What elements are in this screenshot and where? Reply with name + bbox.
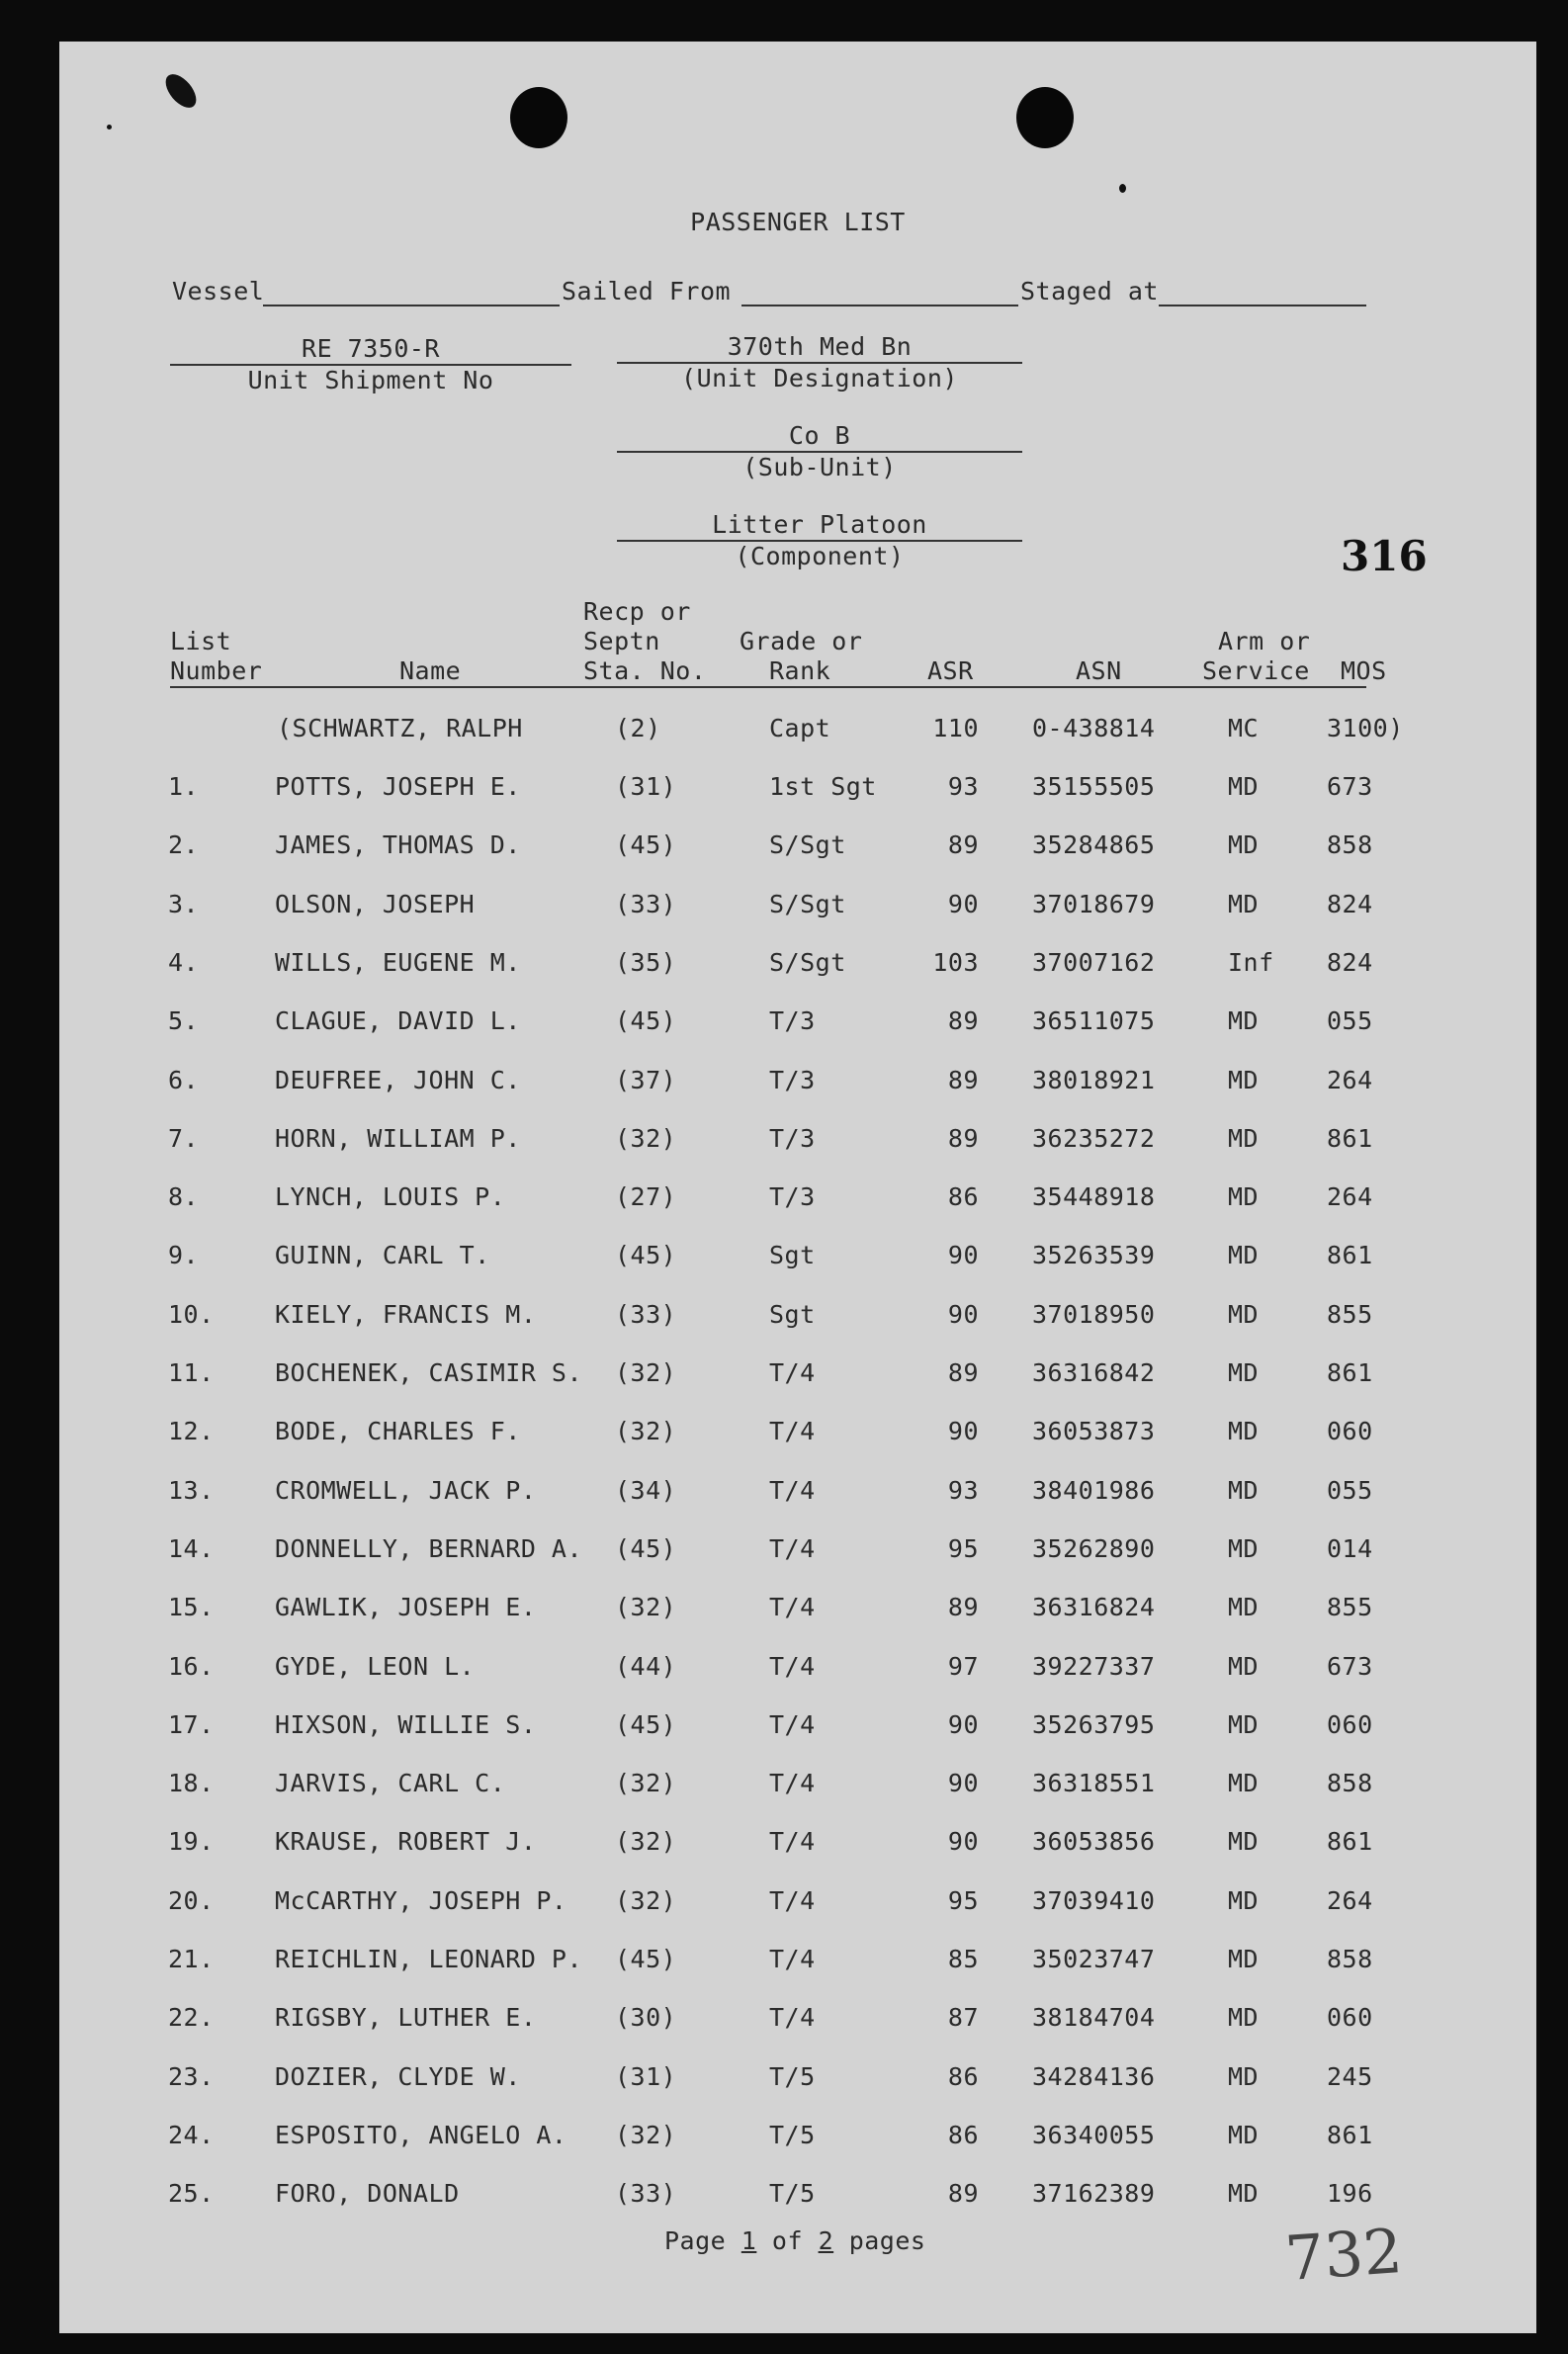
row-asn: 34284136 <box>1032 2062 1156 2091</box>
table-row <box>59 890 1536 929</box>
table-row <box>59 2003 1536 2043</box>
row-grade: T/3 <box>769 1066 816 1094</box>
row-grade: T/4 <box>769 1827 816 1856</box>
vessel-label: Vessel <box>172 277 265 305</box>
row-num: 1. <box>168 772 200 801</box>
row-arm: MD <box>1228 1241 1260 1269</box>
row-asn: 38184704 <box>1032 2003 1156 2032</box>
row-arm: MD <box>1228 1710 1260 1739</box>
row-sta: (33) <box>615 2179 677 2208</box>
row-grade: Capt <box>769 714 831 742</box>
col-asn: ASN <box>1076 656 1122 685</box>
table-row <box>59 1593 1536 1632</box>
row-grade: 1st Sgt <box>769 772 877 801</box>
col-recp-3: Sta. No. <box>583 656 707 685</box>
unit-designation-value: 370th Med Bn <box>727 332 913 361</box>
row-asn: 37007162 <box>1032 948 1156 977</box>
row-num: 15. <box>168 1593 215 1621</box>
row-sta: (32) <box>615 1358 677 1387</box>
row-grade: S/Sgt <box>769 890 846 918</box>
row-sta: (33) <box>615 1300 677 1329</box>
col-recp-2: Septn <box>583 627 660 655</box>
row-arm: MD <box>1228 1358 1260 1387</box>
row-num: 12. <box>168 1417 215 1445</box>
row-num: 7. <box>168 1124 200 1153</box>
row-name: DONNELLY, BERNARD A. <box>275 1534 583 1563</box>
row-asn: 39227337 <box>1032 1652 1156 1681</box>
row-grade: T/4 <box>769 1593 816 1621</box>
row-sta: (34) <box>615 1476 677 1505</box>
table-row <box>59 772 1536 812</box>
row-mos: 060 <box>1327 1710 1373 1739</box>
col-grade-1: Grade or <box>740 627 863 655</box>
row-num: 23. <box>168 2062 215 2091</box>
row-grade: T/5 <box>769 2121 816 2149</box>
row-asn: 36235272 <box>1032 1124 1156 1153</box>
row-grade: T/4 <box>769 1476 816 1505</box>
row-num: 4. <box>168 948 200 977</box>
row-num: 14. <box>168 1534 215 1563</box>
row-grade: T/3 <box>769 1006 816 1035</box>
row-asn: 36316824 <box>1032 1593 1156 1621</box>
row-arm: MD <box>1228 1769 1260 1797</box>
row-mos: 014 <box>1327 1534 1373 1563</box>
row-mos: 055 <box>1327 1006 1373 1035</box>
row-name: KRAUSE, ROBERT J. <box>275 1827 537 1856</box>
vessel-blank <box>263 305 560 306</box>
row-sta: (27) <box>615 1182 677 1211</box>
row-grade: T/5 <box>769 2062 816 2091</box>
sub-unit-label: (Sub-Unit) <box>742 453 897 481</box>
table-row <box>59 1006 1536 1046</box>
row-asr: 90 <box>947 1300 979 1329</box>
row-asn: 37039410 <box>1032 1886 1156 1915</box>
row-asr: 90 <box>947 1769 979 1797</box>
row-arm: MD <box>1228 830 1260 859</box>
row-num: 2. <box>168 830 200 859</box>
row-asn: 37162389 <box>1032 2179 1156 2208</box>
row-asn: 35448918 <box>1032 1182 1156 1211</box>
row-mos: 245 <box>1327 2062 1373 2091</box>
table-row <box>59 830 1536 870</box>
row-mos: 264 <box>1327 1066 1373 1094</box>
staged-at-blank <box>1159 305 1366 306</box>
row-asr: 90 <box>947 1417 979 1445</box>
table-row <box>59 1945 1536 1984</box>
row-num: 13. <box>168 1476 215 1505</box>
row-name: JARVIS, CARL C. <box>275 1769 506 1797</box>
row-sta: (33) <box>615 890 677 918</box>
ink-blot <box>160 69 203 114</box>
table-row <box>59 2179 1536 2219</box>
row-num: 9. <box>168 1241 200 1269</box>
row-sta: (32) <box>615 1769 677 1797</box>
row-asn: 36318551 <box>1032 1769 1156 1797</box>
row-asr: 93 <box>947 1476 979 1505</box>
table-row <box>59 1827 1536 1867</box>
row-sta: (32) <box>615 1886 677 1915</box>
row-name: (SCHWARTZ, RALPH <box>277 714 523 742</box>
row-sta: (45) <box>615 1006 677 1035</box>
row-arm: MD <box>1228 890 1260 918</box>
row-asn: 35263795 <box>1032 1710 1156 1739</box>
row-mos: 861 <box>1327 1241 1373 1269</box>
row-arm: MD <box>1228 2062 1260 2091</box>
table-row <box>59 1182 1536 1222</box>
row-name: LYNCH, LOUIS P. <box>275 1182 506 1211</box>
row-sta: (32) <box>615 1827 677 1856</box>
row-sta: (32) <box>615 1124 677 1153</box>
row-mos: 264 <box>1327 1182 1373 1211</box>
row-grade: T/4 <box>769 1652 816 1681</box>
row-grade: T/4 <box>769 1945 816 1973</box>
row-num: 19. <box>168 1827 215 1856</box>
row-asn: 38401986 <box>1032 1476 1156 1505</box>
page-total: 2 <box>818 2226 834 2255</box>
row-sta: (44) <box>615 1652 677 1681</box>
component-label: (Component) <box>735 542 905 570</box>
row-mos: 196 <box>1327 2179 1373 2208</box>
table-row <box>59 1124 1536 1164</box>
row-sta: (45) <box>615 1241 677 1269</box>
row-name: GUINN, CARL T. <box>275 1241 490 1269</box>
row-mos: 861 <box>1327 1358 1373 1387</box>
col-list-number-2: Number <box>170 656 263 685</box>
row-arm: MD <box>1228 1886 1260 1915</box>
col-grade-2: Rank <box>769 656 831 685</box>
row-name: McCARTHY, JOSEPH P. <box>275 1886 567 1915</box>
row-name: HIXSON, WILLIE S. <box>275 1710 537 1739</box>
row-mos: 264 <box>1327 1886 1373 1915</box>
row-name: OLSON, JOSEPH <box>275 890 476 918</box>
col-arm-2: Service <box>1202 656 1310 685</box>
row-arm: MD <box>1228 1945 1260 1973</box>
row-asn: 37018679 <box>1032 890 1156 918</box>
row-name: WILLS, EUGENE M. <box>275 948 521 977</box>
table-row <box>59 1769 1536 1808</box>
row-mos: 3100) <box>1327 714 1404 742</box>
row-grade: T/4 <box>769 1534 816 1563</box>
row-mos: 055 <box>1327 1476 1373 1505</box>
row-name: POTTS, JOSEPH E. <box>275 772 521 801</box>
row-grade: T/5 <box>769 2179 816 2208</box>
row-asn: 35262890 <box>1032 1534 1156 1563</box>
row-mos: 855 <box>1327 1300 1373 1329</box>
table-row <box>59 1358 1536 1398</box>
row-asr: 89 <box>947 2179 979 2208</box>
row-asn: 36053873 <box>1032 1417 1156 1445</box>
row-sta: (32) <box>615 1593 677 1621</box>
row-arm: MD <box>1228 1534 1260 1563</box>
row-mos: 060 <box>1327 1417 1373 1445</box>
row-grade: Sgt <box>769 1241 816 1269</box>
row-grade: T/4 <box>769 1886 816 1915</box>
row-num: 3. <box>168 890 200 918</box>
row-asn: 35284865 <box>1032 830 1156 859</box>
row-num: 11. <box>168 1358 215 1387</box>
unit-shipment-value: RE 7350-R <box>302 334 440 363</box>
row-mos: 861 <box>1327 1124 1373 1153</box>
stamped-number: 316 <box>1341 532 1428 580</box>
header-rule <box>170 686 1366 688</box>
row-num: 10. <box>168 1300 215 1329</box>
row-asr: 86 <box>947 1182 979 1211</box>
row-sta: (45) <box>615 1534 677 1563</box>
row-arm: MD <box>1228 1006 1260 1035</box>
row-name: ESPOSITO, ANGELO A. <box>275 2121 567 2149</box>
col-asr: ASR <box>927 656 974 685</box>
row-num: 17. <box>168 1710 215 1739</box>
row-name: HORN, WILLIAM P. <box>275 1124 521 1153</box>
row-arm: MC <box>1228 714 1260 742</box>
row-name: GAWLIK, JOSEPH E. <box>275 1593 537 1621</box>
row-name: REICHLIN, LEONARD P. <box>275 1945 583 1973</box>
unit-shipment-label: Unit Shipment No <box>247 366 494 394</box>
row-arm: Inf <box>1228 948 1274 977</box>
table-row <box>59 2062 1536 2102</box>
row-mos: 861 <box>1327 1827 1373 1856</box>
row-num: 20. <box>168 1886 215 1915</box>
row-grade: T/4 <box>769 2003 816 2032</box>
row-arm: MD <box>1228 1652 1260 1681</box>
row-arm: MD <box>1228 2179 1260 2208</box>
row-num: 24. <box>168 2121 215 2149</box>
row-sta: (31) <box>615 772 677 801</box>
table-row <box>59 1886 1536 1926</box>
page-title: PASSENGER LIST <box>690 208 906 236</box>
row-asn: 35263539 <box>1032 1241 1156 1269</box>
row-grade: S/Sgt <box>769 830 846 859</box>
page-prefix: Page <box>664 2226 727 2255</box>
row-asn: 36316842 <box>1032 1358 1156 1387</box>
row-asn: 37018950 <box>1032 1300 1156 1329</box>
row-asr: 87 <box>947 2003 979 2032</box>
row-grade: T/4 <box>769 1769 816 1797</box>
col-name: Name <box>399 656 462 685</box>
staged-at-label: Staged at <box>1020 277 1159 305</box>
col-list-number-1: List <box>170 627 232 655</box>
row-grade: Sgt <box>769 1300 816 1329</box>
sub-unit-value: Co B <box>788 421 851 450</box>
row-asn: 35155505 <box>1032 772 1156 801</box>
row-sta: (45) <box>615 1945 677 1973</box>
row-grade: T/4 <box>769 1358 816 1387</box>
row-num: 22. <box>168 2003 215 2032</box>
row-mos: 861 <box>1327 2121 1373 2149</box>
row-name: BODE, CHARLES F. <box>275 1417 521 1445</box>
table-row <box>59 1300 1536 1340</box>
row-asn: 35023747 <box>1032 1945 1156 1973</box>
row-arm: MD <box>1228 1593 1260 1621</box>
row-grade: T/3 <box>769 1182 816 1211</box>
unit-designation-label: (Unit Designation) <box>681 364 958 392</box>
page-suffix: pages <box>848 2226 926 2255</box>
sailed-from-blank <box>741 305 1018 306</box>
row-asr: 89 <box>947 1593 979 1621</box>
row-grade: T/4 <box>769 1417 816 1445</box>
row-name: DOZIER, CLYDE W. <box>275 2062 521 2091</box>
row-mos: 673 <box>1327 1652 1373 1681</box>
row-asr: 95 <box>947 1534 979 1563</box>
punch-hole <box>1016 87 1074 148</box>
row-mos: 855 <box>1327 1593 1373 1621</box>
row-sta: (37) <box>615 1066 677 1094</box>
row-name: JAMES, THOMAS D. <box>275 830 521 859</box>
row-asr: 90 <box>947 1241 979 1269</box>
row-asr: 97 <box>947 1652 979 1681</box>
sailed-from-label: Sailed From <box>562 277 732 305</box>
row-name: KIELY, FRANCIS M. <box>275 1300 537 1329</box>
row-mos: 858 <box>1327 1769 1373 1797</box>
table-row <box>59 1652 1536 1692</box>
row-mos: 824 <box>1327 890 1373 918</box>
table-row <box>59 948 1536 988</box>
row-asr: 86 <box>947 2062 979 2091</box>
col-mos: MOS <box>1341 656 1387 685</box>
row-asr: 90 <box>947 1710 979 1739</box>
page-number: 1 <box>740 2226 757 2255</box>
row-asr: 90 <box>947 1827 979 1856</box>
row-arm: MD <box>1228 1066 1260 1094</box>
row-sta: (30) <box>615 2003 677 2032</box>
row-asn: 36340055 <box>1032 2121 1156 2149</box>
row-asr: 89 <box>947 830 979 859</box>
row-asr: 90 <box>947 890 979 918</box>
row-arm: MD <box>1228 1827 1260 1856</box>
row-grade: T/4 <box>769 1710 816 1739</box>
row-num: 5. <box>168 1006 200 1035</box>
row-asr: 89 <box>947 1066 979 1094</box>
table-row <box>59 1241 1536 1280</box>
row-asn: 36053856 <box>1032 1827 1156 1856</box>
row-asr: 93 <box>947 772 979 801</box>
row-num: 21. <box>168 1945 215 1973</box>
row-name: CROMWELL, JACK P. <box>275 1476 537 1505</box>
row-num: 16. <box>168 1652 215 1681</box>
row-name: GYDE, LEON L. <box>275 1652 476 1681</box>
row-asn: 0-438814 <box>1032 714 1156 742</box>
row-num: 18. <box>168 1769 215 1797</box>
row-sta: (35) <box>615 948 677 977</box>
table-row <box>59 1066 1536 1105</box>
row-asr: 86 <box>947 2121 979 2149</box>
row-sta: (2) <box>615 714 661 742</box>
ink-speck <box>1119 184 1126 193</box>
row-arm: MD <box>1228 772 1260 801</box>
row-name: FORO, DONALD <box>275 2179 460 2208</box>
row-asn: 38018921 <box>1032 1066 1156 1094</box>
row-num: 25. <box>168 2179 215 2208</box>
row-asr: 103 <box>932 948 979 977</box>
row-asr: 85 <box>947 1945 979 1973</box>
row-asr: 110 <box>932 714 979 742</box>
document-page <box>59 42 1536 2333</box>
table-row <box>59 1476 1536 1516</box>
page-of: of <box>771 2226 804 2255</box>
row-mos: 824 <box>1327 948 1373 977</box>
ink-speck <box>107 125 112 130</box>
row-mos: 858 <box>1327 1945 1373 1973</box>
row-asr: 89 <box>947 1358 979 1387</box>
row-grade: S/Sgt <box>769 948 846 977</box>
row-sta: (45) <box>615 1710 677 1739</box>
component-value: Litter Platoon <box>712 510 927 539</box>
table-row <box>59 714 1536 753</box>
row-name: DEUFREE, JOHN C. <box>275 1066 521 1094</box>
handwritten-number: 732 <box>1282 2214 1405 2296</box>
table-row <box>59 2121 1536 2160</box>
row-sta: (31) <box>615 2062 677 2091</box>
row-name: BOCHENEK, CASIMIR S. <box>275 1358 583 1387</box>
row-arm: MD <box>1228 1417 1260 1445</box>
row-arm: MD <box>1228 2121 1260 2149</box>
row-name: CLAGUE, DAVID L. <box>275 1006 521 1035</box>
col-arm-1: Arm or <box>1218 627 1311 655</box>
row-sta: (45) <box>615 830 677 859</box>
row-asn: 36511075 <box>1032 1006 1156 1035</box>
page-indicator <box>664 2226 925 2255</box>
row-name: RIGSBY, LUTHER E. <box>275 2003 537 2032</box>
row-asr: 95 <box>947 1886 979 1915</box>
row-mos: 673 <box>1327 772 1373 801</box>
row-mos: 060 <box>1327 2003 1373 2032</box>
row-arm: MD <box>1228 1300 1260 1329</box>
row-num: 8. <box>168 1182 200 1211</box>
row-arm: MD <box>1228 1124 1260 1153</box>
row-sta: (32) <box>615 2121 677 2149</box>
row-asr: 89 <box>947 1006 979 1035</box>
punch-hole <box>510 87 567 148</box>
row-sta: (32) <box>615 1417 677 1445</box>
row-num: 6. <box>168 1066 200 1094</box>
table-row <box>59 1710 1536 1750</box>
row-arm: MD <box>1228 1182 1260 1211</box>
row-asr: 89 <box>947 1124 979 1153</box>
table-row <box>59 1417 1536 1456</box>
row-mos: 858 <box>1327 830 1373 859</box>
row-arm: MD <box>1228 2003 1260 2032</box>
table-row <box>59 1534 1536 1574</box>
col-recp-1: Recp or <box>583 597 691 626</box>
row-arm: MD <box>1228 1476 1260 1505</box>
row-grade: T/3 <box>769 1124 816 1153</box>
